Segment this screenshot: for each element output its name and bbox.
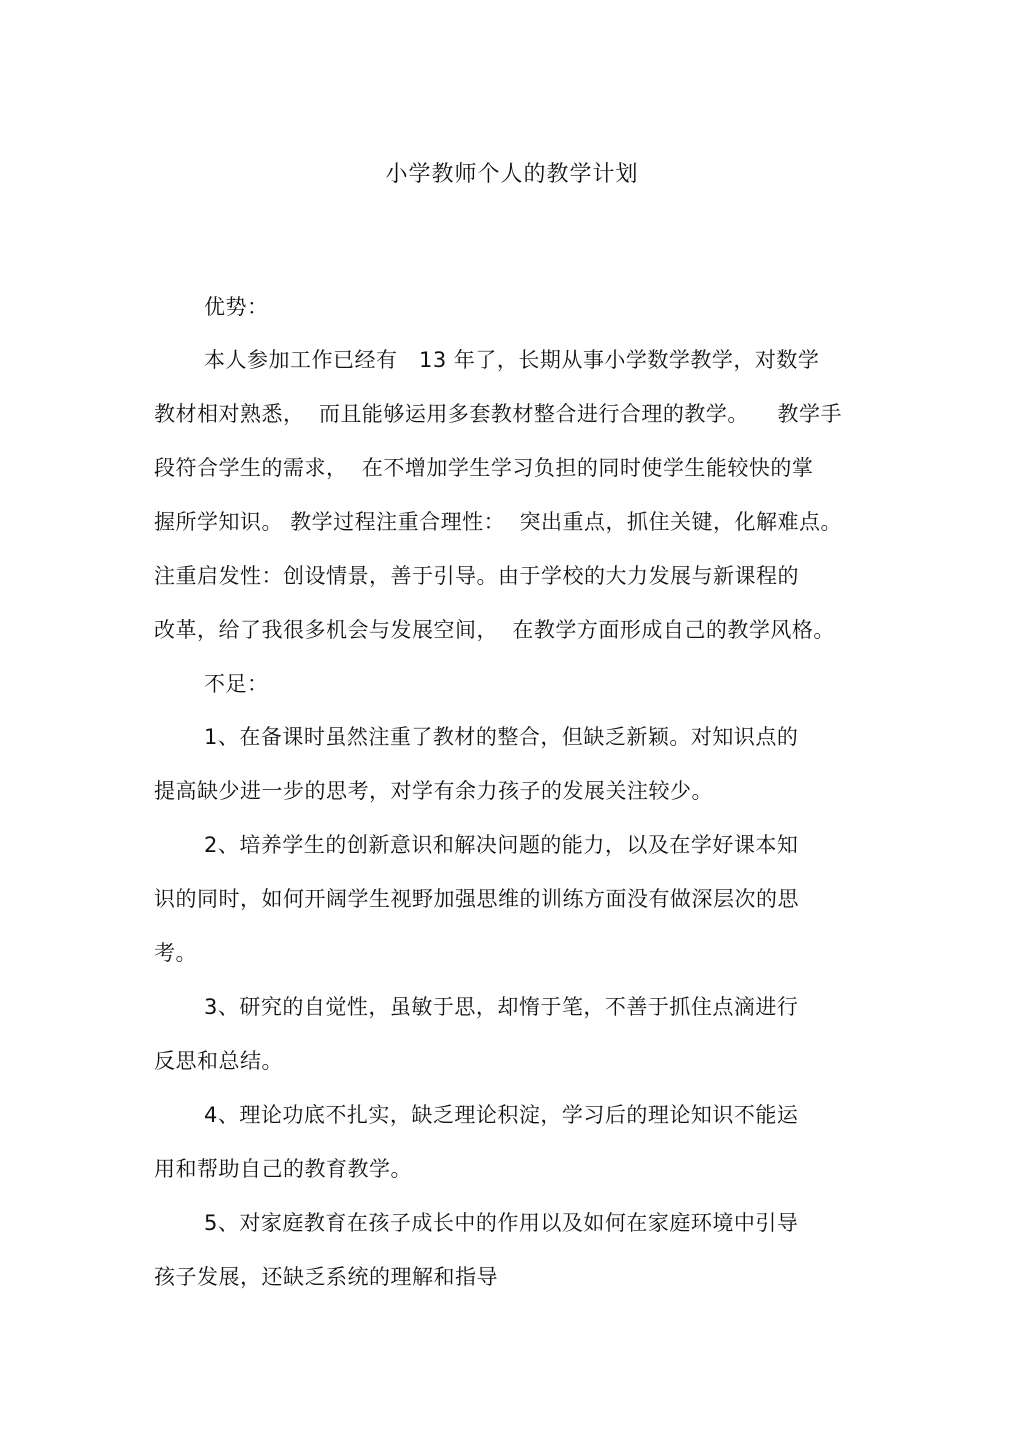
weakness-item-3-line-1: 3、研究的自觉性，虽敏于思，却惰于笔，不善于抓住点滴进行 xyxy=(204,995,799,1019)
weakness-item-3-line-2: 反思和总结。 xyxy=(154,1049,283,1073)
weakness-item-2-line-2: 识的同时，如何开阔学生视野加强思维的训练方面没有做深层次的思 xyxy=(154,887,799,911)
strengths-line-5: 注重启发性：创设情景，善于引导。由于学校的大力发展与新课程的 xyxy=(154,564,799,588)
document-title: 小学教师个人的教学计划 xyxy=(385,162,639,187)
strengths-line-2: 教材相对熟悉， 而且能够运用多套教材整合进行合理的教学。 教学手 xyxy=(154,402,843,426)
strengths-heading: 优势： xyxy=(204,295,269,319)
weakness-item-2-line-1: 2、培养学生的创新意识和解决问题的能力，以及在学好课本知 xyxy=(204,833,799,857)
weakness-item-2-line-3: 考。 xyxy=(154,941,197,965)
strengths-line-4: 握所学知识。 教学过程注重合理性： 突出重点，抓住关键，化解难点。 xyxy=(154,510,843,534)
weakness-item-4-line-2: 用和帮助自己的教育教学。 xyxy=(154,1157,412,1181)
weakness-item-4-line-1: 4、理论功底不扎实，缺乏理论积淀，学习后的理论知识不能运 xyxy=(204,1103,799,1127)
strengths-line-1: 本人参加工作已经有 13 年了，长期从事小学数学教学，对数学 xyxy=(204,348,820,372)
strengths-line-3: 段符合学生的需求， 在不增加学生学习负担的同时使学生能较快的掌 xyxy=(154,456,814,480)
weakness-item-1-line-2: 提高缺少进一步的思考，对学有余力孩子的发展关注较少。 xyxy=(154,779,713,803)
weakness-item-5-line-1: 5、对家庭教育在孩子成长中的作用以及如何在家庭环境中引导 xyxy=(204,1211,799,1235)
strengths-line-6: 改革，给了我很多机会与发展空间， 在教学方面形成自己的教学风格。 xyxy=(154,618,835,642)
weaknesses-heading: 不足： xyxy=(204,672,269,696)
weakness-item-5-line-2: 孩子发展，还缺乏系统的理解和指导 xyxy=(154,1265,498,1289)
weakness-item-1-line-1: 1、在备课时虽然注重了教材的整合，但缺乏新颖。对知识点的 xyxy=(204,725,799,749)
